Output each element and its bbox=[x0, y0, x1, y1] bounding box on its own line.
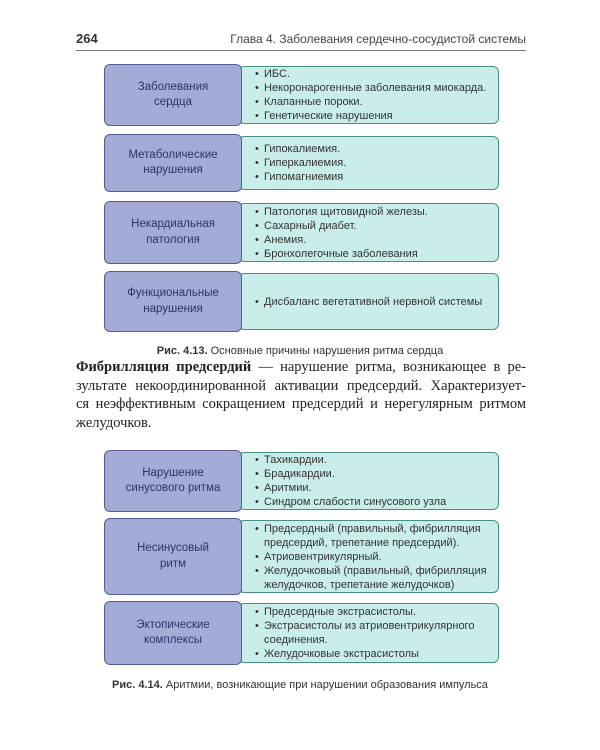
category-box bbox=[104, 518, 242, 595]
list-item: • Дисбаланс вегетативной нервной системы bbox=[255, 295, 482, 309]
details-list bbox=[255, 295, 482, 309]
diagram-row bbox=[104, 518, 499, 595]
list-item: • Бронхолегочные заболевания bbox=[255, 247, 428, 261]
paragraph-line: желудочков. bbox=[76, 414, 152, 431]
diagram-row bbox=[104, 64, 499, 126]
category-label: Метаболические нарушения bbox=[128, 148, 218, 176]
category-box bbox=[104, 201, 242, 264]
paragraph-line bbox=[76, 358, 526, 377]
diagram-row bbox=[104, 201, 499, 264]
list-item: • Генетические нарушения bbox=[255, 109, 486, 123]
details-list bbox=[255, 205, 428, 261]
category-label: Несинусовый ритм bbox=[137, 542, 209, 570]
list-item: • ИБС. bbox=[255, 67, 486, 81]
category-label: Функциональные нарушения bbox=[127, 287, 219, 315]
diagram-row bbox=[104, 601, 499, 665]
details-box bbox=[238, 603, 499, 663]
details-list bbox=[255, 605, 492, 661]
details-box bbox=[238, 66, 499, 124]
figure-4-13-caption bbox=[0, 345, 600, 357]
category-label: Некардиальная патология bbox=[131, 218, 215, 246]
list-item: • Предсердный (правильный, фибрилляция предсердий, трепетание предсердий). bbox=[255, 522, 492, 550]
caption-label: Рис. 4.14. bbox=[112, 679, 163, 691]
list-item: • Некоронарогенные заболевания миокарда. bbox=[255, 81, 486, 95]
caption-label: Рис. 4.13. bbox=[156, 345, 208, 357]
body-paragraph bbox=[76, 358, 526, 432]
details-box bbox=[238, 203, 499, 262]
list-item: • Тахикардии. bbox=[255, 453, 446, 467]
category-box bbox=[104, 64, 242, 126]
caption-text: Основные причины нарушения ритма сердца bbox=[210, 345, 444, 357]
page-number: 264 bbox=[76, 31, 98, 46]
defined-term: Фибрилляция предсердий bbox=[76, 359, 252, 375]
details-box bbox=[238, 273, 499, 330]
details-list bbox=[255, 522, 492, 592]
list-item: • Желудочковые экстрасистолы bbox=[255, 647, 492, 661]
list-item: • Гипомагниемия bbox=[255, 170, 346, 184]
list-item: • Желудочковый (правильный, фибрилляция желудочков, трепетание желудочков) bbox=[255, 564, 492, 592]
list-item: • Сахарный диабет. bbox=[255, 219, 428, 233]
list-item: • Клапанные пороки. bbox=[255, 95, 486, 109]
list-item: • Экстрасистолы из атриовентрикулярного соединения. bbox=[255, 619, 492, 647]
caption-text: Аритмии, возникающие при нарушении образования импульса bbox=[165, 679, 488, 691]
category-box bbox=[104, 271, 242, 332]
list-item: • Патология щитовидной железы. bbox=[255, 205, 428, 219]
figure-4-14-diagram bbox=[104, 450, 499, 665]
list-item: • Атриовентрикулярный. bbox=[255, 550, 492, 564]
details-box bbox=[238, 520, 499, 593]
details-box bbox=[238, 136, 499, 190]
category-box bbox=[104, 134, 242, 192]
details-list bbox=[255, 142, 346, 184]
diagram-row bbox=[104, 271, 499, 332]
list-item: • Синдром слабости синусового узла bbox=[255, 495, 446, 509]
list-item: • Аритмии. bbox=[255, 481, 446, 495]
details-list bbox=[255, 67, 486, 123]
paragraph-line: ся неэффективным сокращением предсердий и нерегулярным ритмом bbox=[76, 396, 526, 412]
category-label: Заболевания сердца bbox=[137, 80, 209, 108]
page-header bbox=[76, 30, 526, 51]
figure-4-13-diagram bbox=[104, 64, 499, 332]
category-box bbox=[104, 450, 242, 512]
category-box bbox=[104, 601, 242, 665]
list-item: • Гипокалиемия. bbox=[255, 142, 346, 156]
category-label: Эктопические комплексы bbox=[136, 618, 210, 646]
paragraph-text: — нарушение ритма, возникающее в ре- bbox=[251, 359, 527, 375]
figure-4-14-caption bbox=[0, 679, 600, 691]
list-item: • Гиперкалиемия. bbox=[255, 156, 346, 170]
details-box bbox=[238, 452, 499, 510]
diagram-row bbox=[104, 450, 499, 512]
list-item: • Брадикардии. bbox=[255, 467, 446, 481]
category-label: Нарушение синусового ритма bbox=[125, 466, 221, 494]
running-title: Глава 4. Заболевания сердечно-сосудистой системы bbox=[230, 32, 526, 46]
list-item: • Анемия. bbox=[255, 233, 428, 247]
list-item: • Предсердные экстрасистолы. bbox=[255, 605, 492, 619]
details-list bbox=[255, 453, 446, 509]
paragraph-line: зультате некоординированной активации предсердий. Характеризует- bbox=[76, 377, 526, 394]
diagram-row bbox=[104, 134, 499, 192]
